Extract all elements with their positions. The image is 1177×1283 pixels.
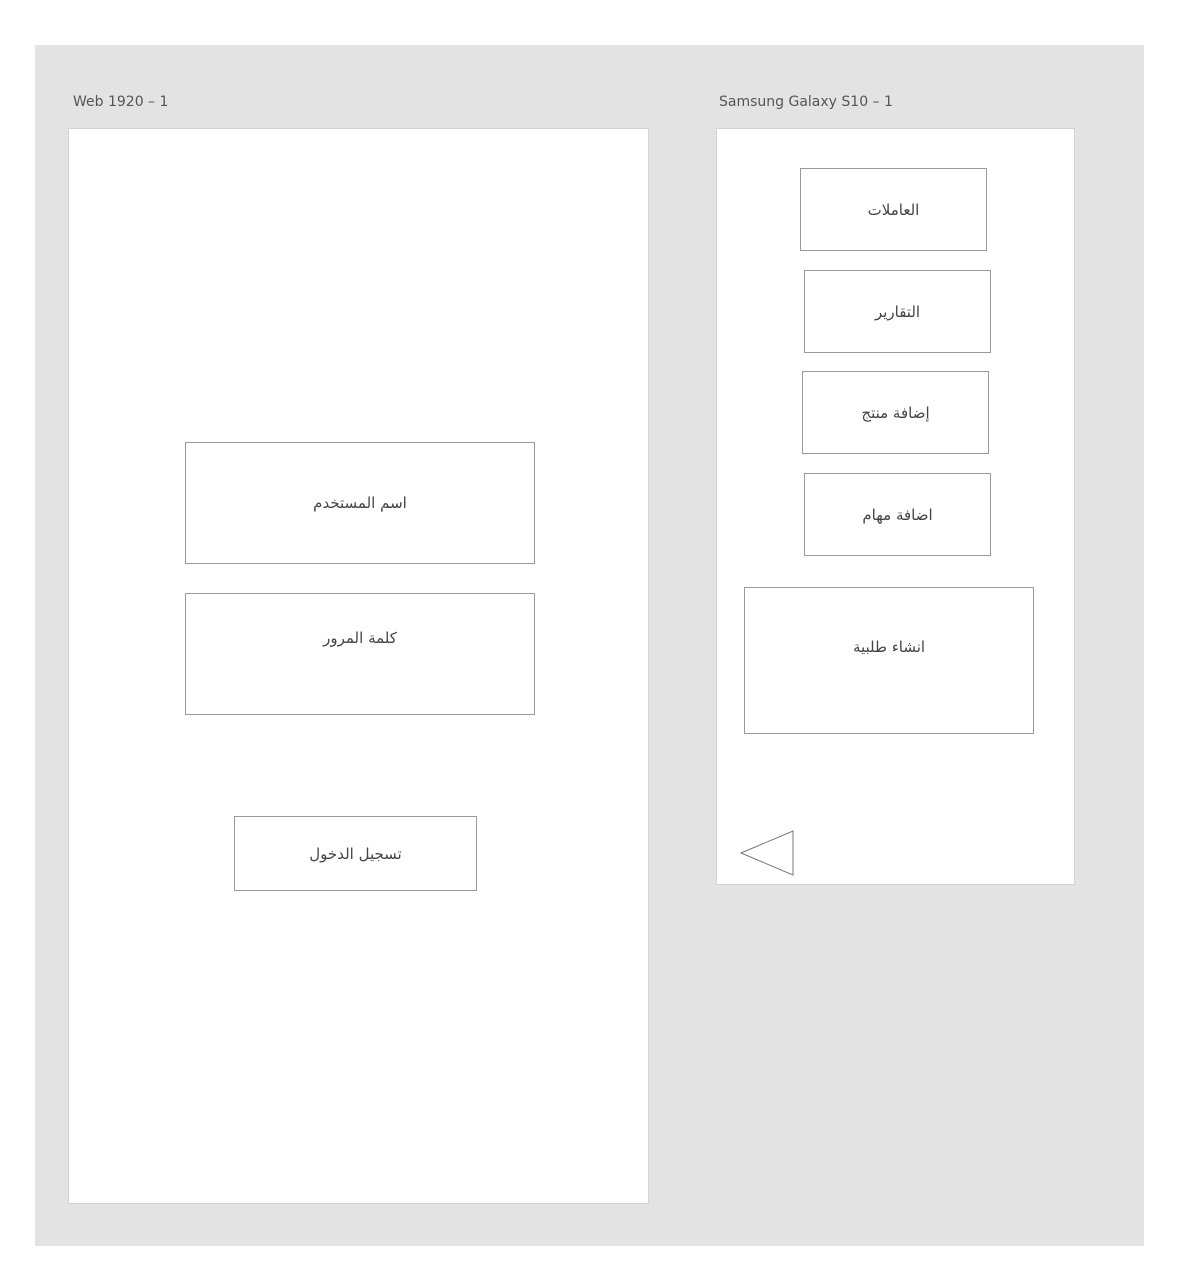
password-field-label: كلمة المرور: [323, 629, 397, 647]
add-product-button[interactable]: [802, 371, 989, 454]
username-field-label: اسم المستخدم: [313, 494, 407, 512]
reports-button[interactable]: [804, 270, 991, 353]
web-artboard-label: Web 1920 – 1: [73, 94, 169, 110]
add-tasks-button[interactable]: [804, 473, 991, 556]
login-button[interactable]: [234, 816, 477, 891]
reports-button-label: التقارير: [874, 302, 921, 321]
design-canvas: [35, 45, 1144, 1246]
mobile-artboard-label: Samsung Galaxy S10 – 1: [719, 94, 893, 110]
mobile-artboard: [716, 128, 1075, 885]
corner-mark: [1137, 0, 1177, 20]
add-tasks-button-label: اضافة مهام: [862, 505, 933, 524]
workers-button[interactable]: [800, 168, 987, 251]
login-button-label: تسجيل الدخول: [309, 844, 402, 863]
back-triangle-icon[interactable]: [739, 829, 797, 879]
password-field[interactable]: [185, 593, 535, 715]
web-artboard: [68, 128, 649, 1204]
workers-button-label: العاملات: [867, 200, 920, 219]
add-product-button-label: إضافة منتج: [861, 403, 930, 422]
username-field[interactable]: [185, 442, 535, 564]
create-order-button-label: انشاء طلبية: [852, 638, 926, 656]
create-order-button[interactable]: [744, 587, 1034, 734]
